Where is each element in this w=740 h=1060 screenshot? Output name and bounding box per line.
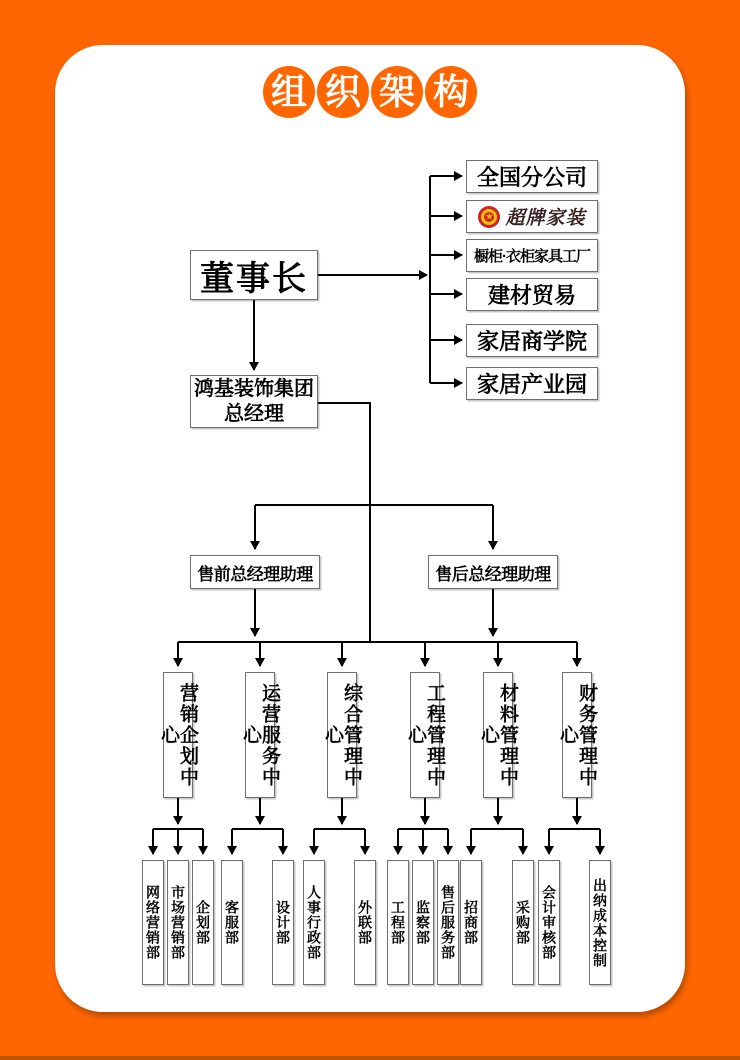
center-box-general-management: 综合管理中心	[327, 672, 357, 798]
center-box-engineering-management: 工程管理中心	[410, 672, 440, 798]
dept-box-hr-admin: 人事行政部	[303, 860, 325, 985]
affiliate-box-brand-logo	[466, 200, 598, 233]
general-manager-box	[190, 375, 318, 428]
dept-box-procurement: 采购部	[512, 860, 534, 985]
dept-box-merchant-recruitment: 招商部	[460, 860, 482, 985]
dept-box-network-marketing: 网络营销部	[142, 860, 164, 985]
brand-logo-text: 超牌家装	[505, 207, 586, 229]
dept-box-cashier-cost-control: 出纳成本控制	[589, 860, 611, 985]
affiliate-box-furniture-factory: 橱柜·衣柜家具工厂	[466, 239, 598, 272]
title-char-circle: 织	[317, 66, 369, 118]
affiliate-box-home-industrial-park: 家居产业园	[466, 367, 598, 400]
dept-box-customer-service: 客服部	[221, 860, 243, 985]
affiliate-box-building-materials: 建材贸易	[466, 278, 598, 311]
center-box-finance-management: 财务管理中心	[562, 672, 592, 798]
bottom-edge-strip	[0, 1056, 740, 1060]
title-char-circle: 构	[425, 66, 477, 118]
dept-box-market-marketing: 市场营销部	[167, 860, 189, 985]
dept-box-engineering: 工程部	[387, 860, 409, 985]
brand-badge-icon: ★	[478, 206, 500, 228]
title-char-circle: 架	[371, 66, 423, 118]
title-char-circle: 组	[263, 66, 315, 118]
gm-label-line1: 鸿基装饰集团	[194, 377, 314, 400]
affiliate-box-national-branches: 全国分公司	[466, 160, 598, 193]
dept-box-supervision: 监察部	[412, 860, 434, 985]
dept-box-design: 设计部	[272, 860, 294, 985]
center-box-materials-management: 材料管理中心	[483, 672, 513, 798]
dept-box-aftersales-service: 售后服务部	[437, 860, 459, 985]
center-box-marketing-planning: 营销企划中心	[163, 672, 193, 798]
dept-box-external-relations: 外联部	[354, 860, 376, 985]
chairman-box: 董事长	[190, 250, 318, 300]
center-box-operations-service: 运营服务中心	[245, 672, 275, 798]
dept-box-accounting-audit: 会计审核部	[538, 860, 560, 985]
brand-logo	[478, 203, 585, 230]
assistant-box-presales: 售前总经理助理	[190, 555, 320, 589]
dept-box-planning: 企划部	[192, 860, 214, 985]
page-title	[0, 66, 740, 118]
affiliate-box-home-business-school: 家居商学院	[466, 324, 598, 357]
assistant-box-aftersales: 售后总经理助理	[428, 555, 558, 589]
gm-label-line2: 总经理	[224, 402, 284, 425]
